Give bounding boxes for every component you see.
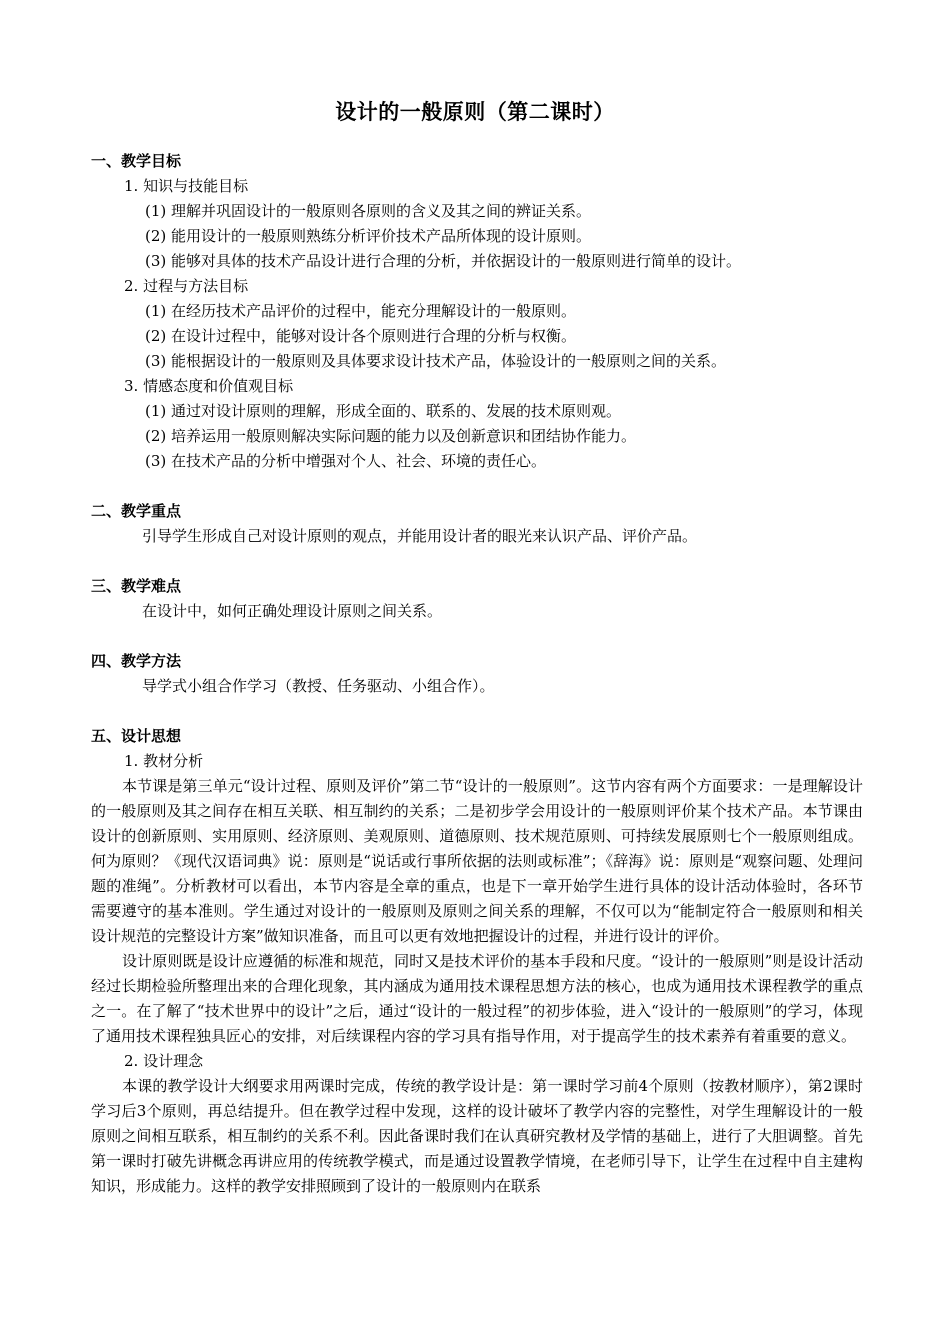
paragraph: 本课的教学设计大纲要求用两课时完成，传统的教学设计是：第一课时学习前4个原则（按教材顺序），第2课时学习后3个原则，再总结提升。但在教学过程中发现，这样的设计破坏了教学内容的完整性，对学生理解设计的一般原则之间相互联系，相互制约的关系不利。因此备课时我们在认真研究教材及学情的基础上，进行了大胆调整。首先第一课时打破先讲概念再讲应用的传统教学模式，而是通过设置教学情境，在老师引导下，让学生在过程中自主建构知识，形成能力。这样的教学安排照顾到了设计的一般原则内在联系 <box>91 1077 863 1195</box>
section-heading-design-thinking: 五、设计思想 <box>91 727 182 745</box>
section-text-teaching-methods: 导学式小组合作学习（教授、任务驱动、小组合作）。 <box>142 677 495 695</box>
document-title: 设计的一般原则（第二课时） <box>335 100 615 124</box>
list-item: (2) 在设计过程中，能够对设计各个原则进行合理的分析与权衡。 <box>145 327 577 345</box>
document-body <box>91 149 863 1199</box>
subsection-label-process-methods: 2. 过程与方法目标 <box>124 277 249 295</box>
list-item: (3) 能够对具体的技术产品设计进行合理的分析，并依据设计的一般原则进行简单的设计。 <box>145 252 742 270</box>
section-text-key-points: 引导学生形成自己对设计原则的观点，并能用设计者的眼光来认识产品、评价产品。 <box>142 527 698 545</box>
list-item: (1) 在经历技术产品评价的过程中，能充分理解设计的一般原则。 <box>145 302 577 320</box>
section-heading-teaching-methods: 四、教学方法 <box>91 652 182 670</box>
subsection-label-knowledge-skills: 1. 知识与技能目标 <box>124 177 249 195</box>
list-item: (1) 通过对设计原则的理解，形成全面的、联系的、发展的技术原则观。 <box>145 402 622 420</box>
list-item: (3) 能根据设计的一般原则及具体要求设计技术产品，体验设计的一般原则之间的关系。 <box>145 352 727 370</box>
paragraph: 设计原则既是设计应遵循的标准和规范，同时又是技术评价的基本手段和尺度。“设计的一般原则”则是设计活动经过长期检验所整理出来的合理化现象，其内涵成为通用技术课程思想方法的核心，也成为通用技术课程教学的重点之一。在了解了“技术世界中的设计”之后，通过“设计的一般过程”的初步体验，进入“设计的一般原则”的学习，体现了通用技术课程独具匠心的安排，对后续课程内容的学习具有指导作用，对于提高学生的技术素养有着重要的意义。 <box>91 952 863 1045</box>
section-heading-teaching-objectives: 一、教学目标 <box>91 152 182 170</box>
paragraph: 本节课是第三单元“设计过程、原则及评价”第二节“设计的一般原则”。这节内容有两个方面要求：一是理解设计的一般原则及其之间存在相互关联、相互制约的关系；二是初步学会用设计的一般原则评价某个技术产品。本节课由设计的创新原则、实用原则、经济原则、美观原则、道德原则、技术规范原则、可持续发展原则七个一般原则组成。何为原则？《现代汉语词典》说：原则是“说话或行事所依据的法则或标准”；《辞海》说：原则是“观察问题、处理问题的准绳”。分析教材可以看出，本节内容是全章的重点，也是下一章开始学生进行具体的设计活动体验时，各环节需要遵守的基本准则。学生通过对设计的一般原则及原则之间关系的理解，不仅可以为“能制定符合一般原则和相关设计规范的完整设计方案”做知识准备，而且可以更有效地把握设计的过程，并进行设计的评价。 <box>91 777 863 945</box>
list-item: (3) 在技术产品的分析中增强对个人、社会、环境的责任心。 <box>145 452 547 470</box>
subsection-label-attitudes-values: 3. 情感态度和价值观目标 <box>124 377 294 395</box>
section-text-difficulties: 在设计中，如何正确处理设计原则之间关系。 <box>142 602 443 620</box>
section-heading-key-points: 二、教学重点 <box>91 502 182 520</box>
subsection-label-design-concept: 2. 设计理念 <box>124 1052 204 1070</box>
list-item: (2) 培养运用一般原则解决实际问题的能力以及创新意识和团结协作能力。 <box>145 427 637 445</box>
list-item: (1) 理解并巩固设计的一般原则各原则的含义及其之间的辨证关系。 <box>145 202 592 220</box>
list-item: (2) 能用设计的一般原则熟练分析评价技术产品所体现的设计原则。 <box>145 227 592 245</box>
section-heading-difficulties: 三、教学难点 <box>91 577 182 595</box>
subsection-label-textbook-analysis: 1. 教材分析 <box>124 752 204 770</box>
